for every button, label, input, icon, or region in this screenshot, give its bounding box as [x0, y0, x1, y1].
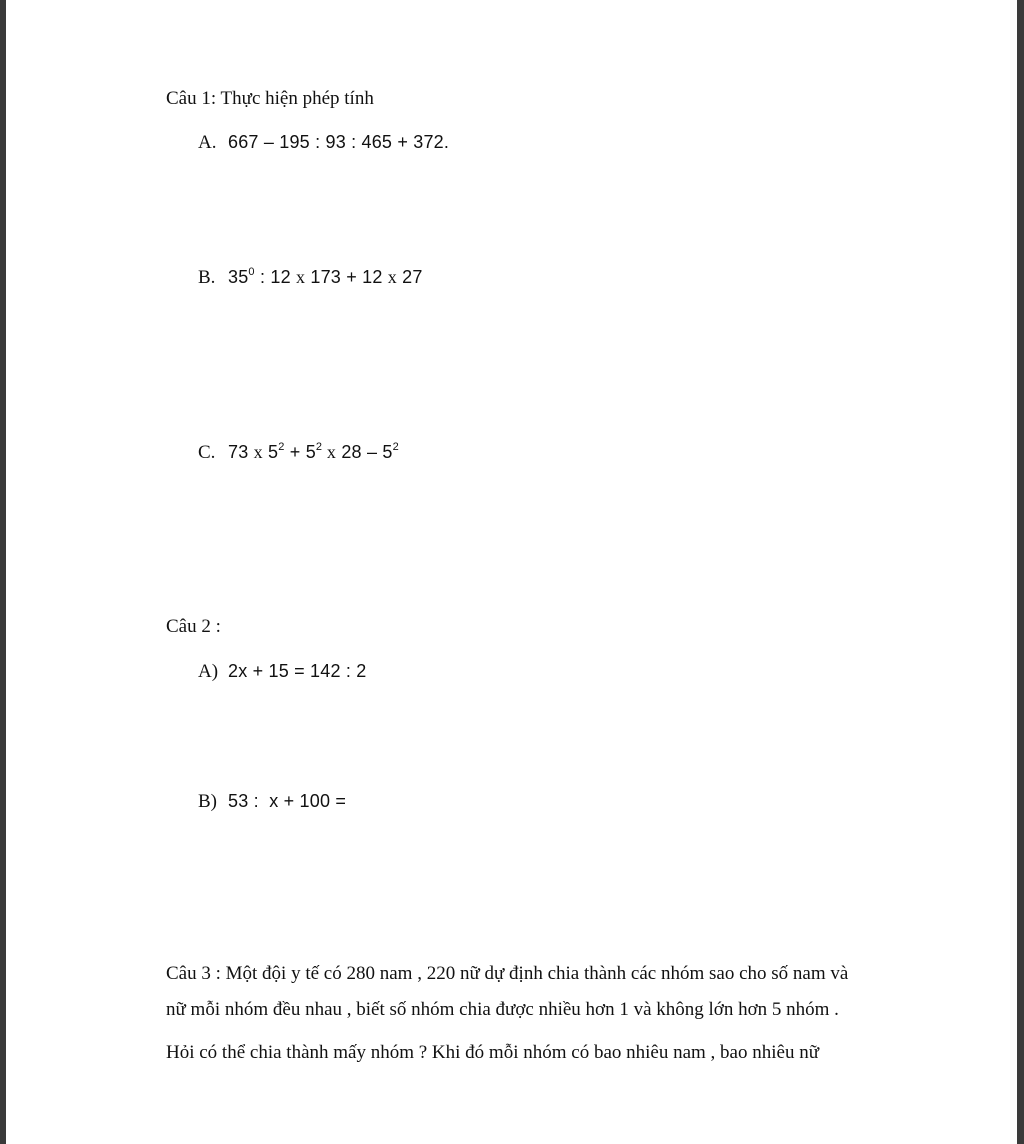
part-c-segment: 28 – 5: [336, 442, 393, 462]
part-c-segment: + 5: [284, 442, 316, 462]
part-b-base: 35: [228, 267, 249, 287]
part-c-segment: 5: [262, 442, 279, 462]
part-b-segment: 27: [396, 267, 423, 287]
question-2-title: Câu 2 :: [166, 616, 221, 637]
part-b-exponent: 0: [248, 266, 255, 278]
part-a-label: A): [198, 661, 219, 682]
part-b-expression: 53 : x + 100 =: [228, 791, 347, 811]
multiply-sign: x: [387, 267, 397, 287]
question-3-line-2: nữ mỗi nhóm đều nhau , biết số nhóm chia được nhiều hơn 1 và không lớn hơn 5 nhóm .: [166, 999, 839, 1020]
part-c-expression: [228, 442, 399, 462]
part-b-expression: [228, 267, 423, 287]
question-3-line-3: Hỏi có thể chia thành mấy nhóm ? Khi đó mỗi nhóm có bao nhiêu nam , bao nhiêu nữ: [166, 1042, 819, 1063]
part-c-segment: 73: [228, 442, 254, 462]
part-a-expression: 2x + 15 = 142 : 2: [228, 661, 367, 681]
multiply-sign: x: [253, 442, 263, 462]
question-1-part-b: [198, 266, 423, 289]
question-1-part-a: [198, 131, 449, 154]
part-b-label: B): [198, 791, 217, 812]
document-page: [6, 0, 1017, 1144]
part-a-label: A.: [198, 132, 217, 153]
question-2-part-b: [198, 790, 346, 813]
question-1-title: Câu 1: Thực hiện phép tính: [166, 88, 374, 109]
question-2-part-a: [198, 660, 367, 683]
part-c-exponent: 2: [278, 441, 285, 453]
part-b-segment: 173 + 12: [305, 267, 388, 287]
question-1-part-c: [198, 441, 399, 464]
multiply-sign: x: [295, 267, 306, 287]
part-c-exponent: 2: [392, 441, 399, 453]
part-a-expression: 667 – 195 : 93 : 465 + 372.: [228, 132, 450, 152]
part-c-label: C.: [198, 442, 216, 463]
multiply-sign: x: [322, 442, 337, 462]
part-b-segment: : 12: [254, 267, 296, 287]
part-c-exponent: 2: [315, 441, 323, 453]
part-b-label: B.: [198, 267, 216, 288]
question-3-line-1: Câu 3 : Một đội y tế có 280 nam , 220 nữ dự định chia thành các nhóm sao cho số nam và: [166, 963, 849, 984]
